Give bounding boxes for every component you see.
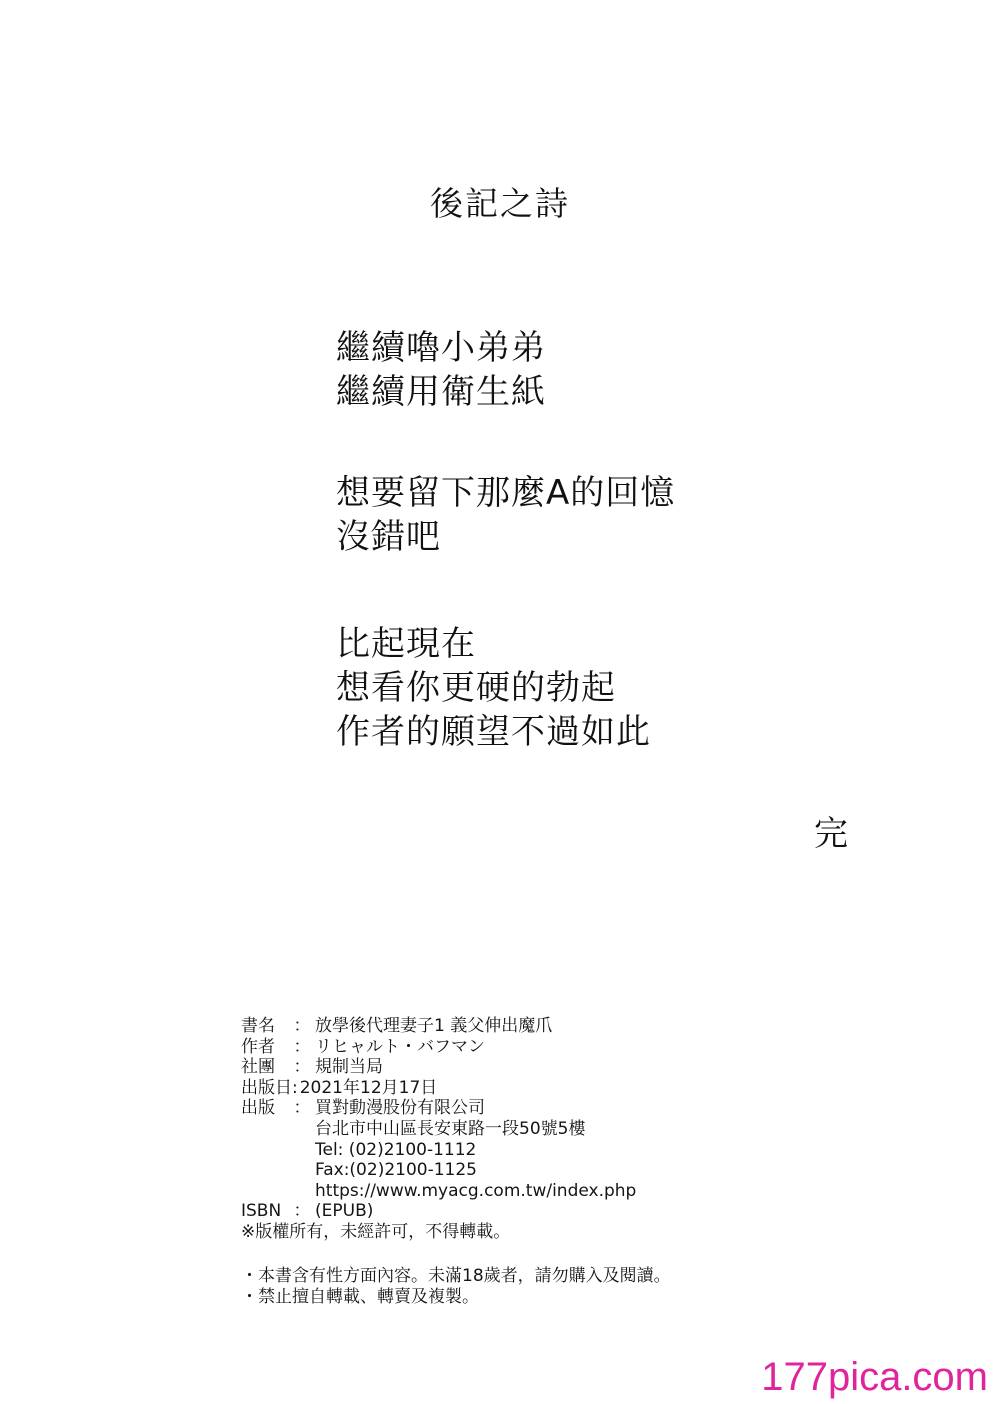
poem-line: 比起現在 <box>336 624 476 664</box>
copyright-notice: ※版權所有，未經許可，不得轉載。 <box>241 1221 511 1242</box>
colon: ： <box>293 1057 311 1078</box>
publisher-value: 買對動漫股份有限公司 <box>315 1098 485 1119</box>
colon: ： <box>293 1016 311 1036</box>
note-item: ・本書含有性方面內容。未滿18歲者，請勿購入及閱讀。 <box>241 1266 671 1286</box>
content-notes <box>241 1266 671 1308</box>
colophon <box>241 1016 636 1243</box>
colon: ： <box>293 1098 311 1119</box>
book-title-label: 書名 <box>241 1016 275 1036</box>
publish-date-row <box>241 1078 636 1099</box>
colon: : <box>292 1077 298 1098</box>
poem-stanza-1 <box>336 326 546 414</box>
poem-line: 沒錯吧 <box>336 517 441 557</box>
author-value: リヒャルト・バフマン <box>315 1036 485 1057</box>
circle-value: 規制当局 <box>315 1057 383 1078</box>
isbn-label: ISBN <box>241 1201 282 1222</box>
poem-line: 想看你更硬的勃起 <box>336 668 616 708</box>
circle-label: 社團 <box>241 1057 275 1078</box>
note-item: ・禁止擅自轉載、轉賣及複製。 <box>241 1287 479 1307</box>
poem-title: 後記之詩 <box>430 184 570 223</box>
publisher-website: https://www.myacg.com.tw/index.php <box>315 1180 637 1201</box>
circle-row <box>241 1057 636 1078</box>
publisher-fax: Fax:(02)2100-1125 <box>315 1160 477 1181</box>
book-title-value: 放學後代理妻子1 義父伸出魔爪 <box>315 1016 553 1036</box>
publisher-tel: Tel: (02)2100-1112 <box>315 1139 477 1160</box>
publisher-row <box>241 1098 636 1119</box>
book-title-row <box>241 1016 636 1037</box>
poem-line: 想要留下那麼A的回憶 <box>336 473 676 513</box>
site-watermark: 177pica.com <box>761 1355 988 1399</box>
poem-line: 繼續嚕小弟弟 <box>336 328 546 368</box>
colon: ： <box>293 1036 311 1057</box>
author-row <box>241 1037 636 1058</box>
poem-line: 繼續用衛生紙 <box>336 372 546 412</box>
poem-line: 作者的願望不過如此 <box>336 712 651 752</box>
publish-date-value: 2021年12月17日 <box>299 1077 438 1098</box>
publisher-address: 台北市中山區長安東路一段50號5樓 <box>315 1118 586 1139</box>
publish-date-label: 出版日 <box>241 1077 292 1098</box>
poem-stanza-2 <box>336 471 675 559</box>
publisher-label: 出版 <box>241 1098 275 1119</box>
isbn-row <box>241 1201 636 1222</box>
colon: ： <box>293 1201 311 1222</box>
author-label: 作者 <box>241 1036 275 1057</box>
isbn-value: (EPUB) <box>315 1201 374 1222</box>
end-mark: 完 <box>814 814 848 854</box>
poem-stanza-3 <box>336 622 651 754</box>
